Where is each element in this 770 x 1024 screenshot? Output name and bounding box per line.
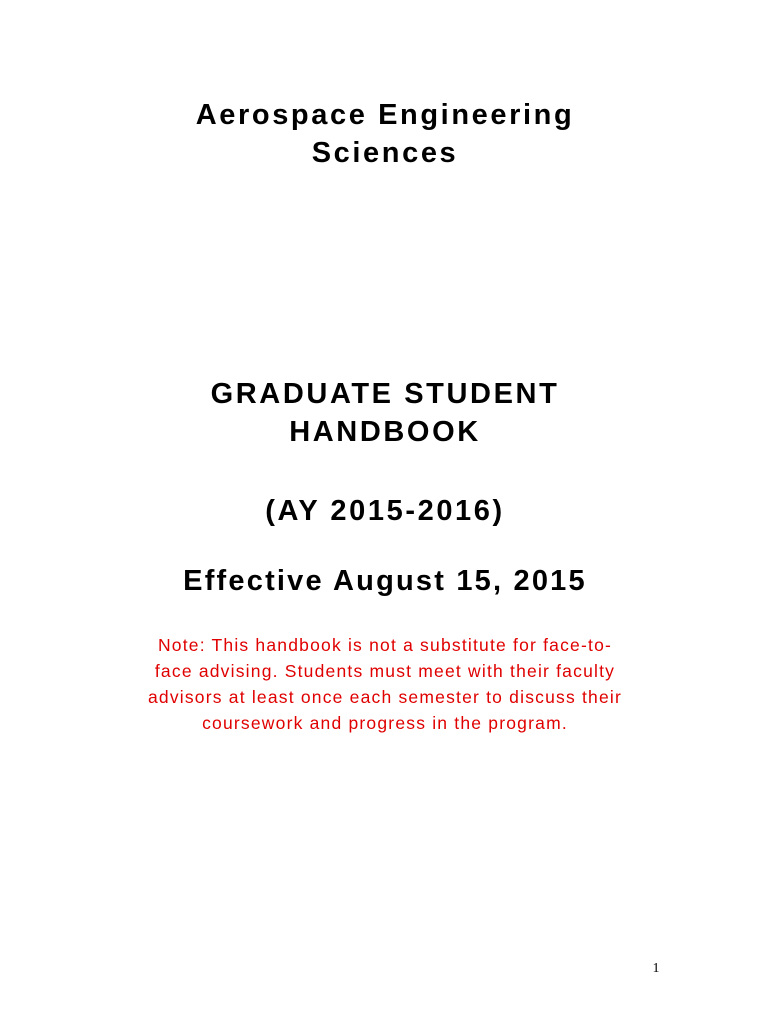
academic-year: (AY 2015-2016) [265, 495, 505, 527]
handbook-title [0, 375, 770, 451]
handbook-title-line: HANDBOOK [289, 416, 481, 448]
handbook-title-line: GRADUATE STUDENT [210, 378, 560, 410]
advising-note [95, 632, 675, 736]
advising-note-line: face advising. Students must meet with their faculty [154, 661, 616, 681]
advising-note-line: coursework and progress in the program. [202, 713, 568, 733]
advising-note-line: Note: This handbook is not a substitute for face-to- [157, 635, 613, 655]
effective-date: Effective August 15, 2015 [183, 565, 587, 597]
page-number: 1 [652, 961, 660, 976]
advising-note-line: advisors at least once each semester to discuss their [147, 687, 623, 707]
department-title-line: Aerospace Engineering [195, 99, 575, 131]
department-title-line: Sciences [311, 137, 459, 169]
department-title [0, 96, 770, 172]
